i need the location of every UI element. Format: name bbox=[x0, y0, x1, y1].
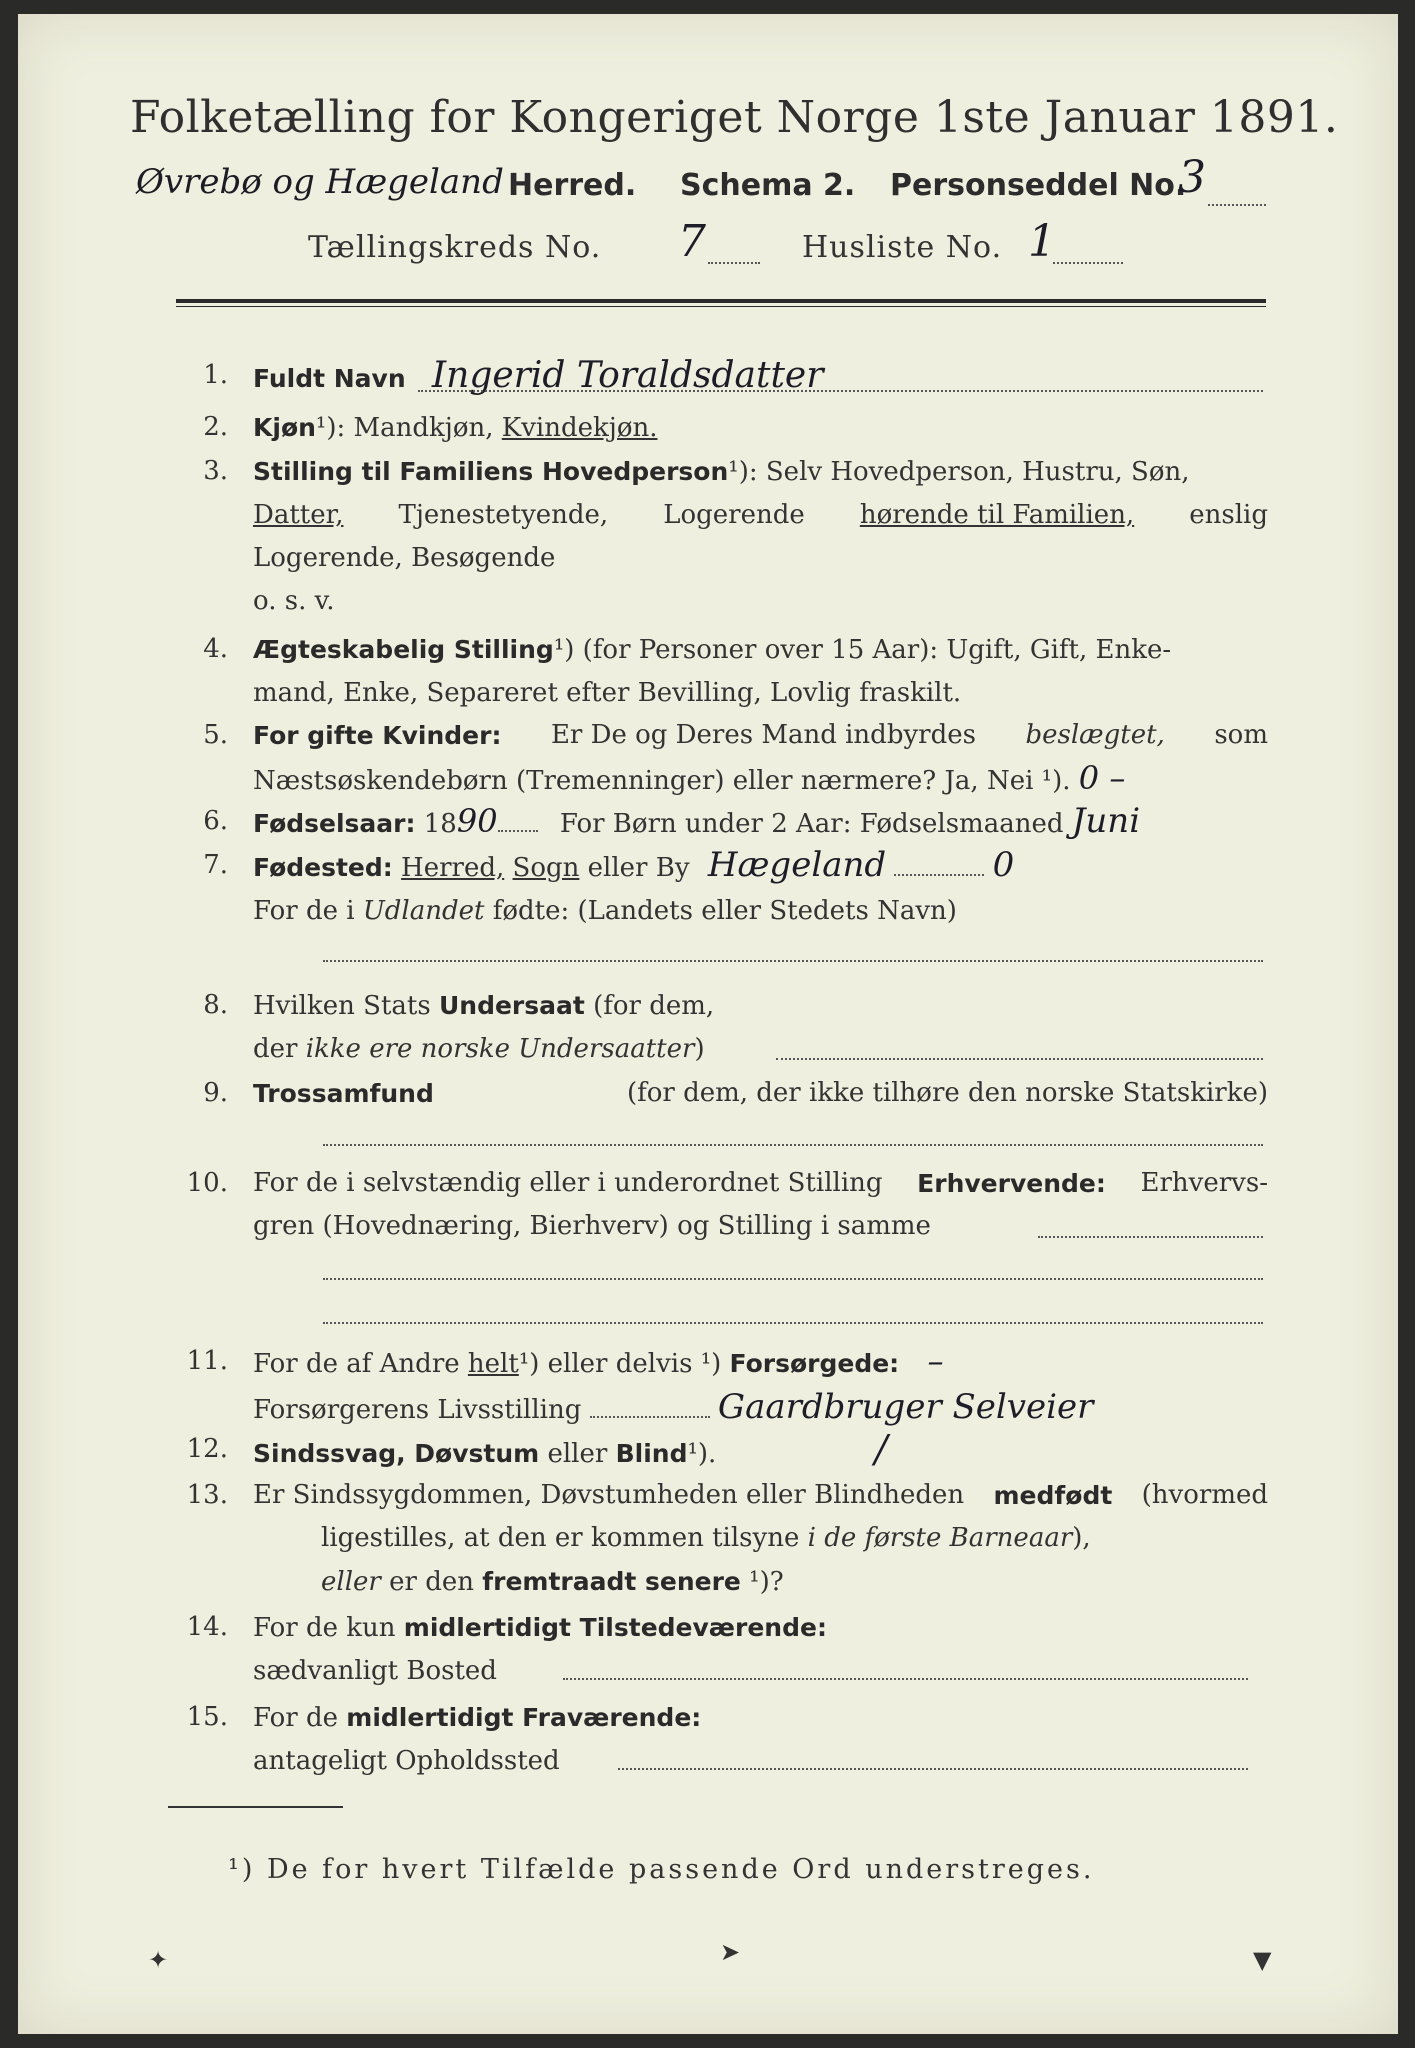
item-text: Logerende, Besøgende bbox=[253, 543, 556, 573]
item-label: Blind bbox=[615, 1439, 688, 1468]
item-text: (for dem, bbox=[593, 991, 715, 1021]
corner-mark-left: ✦ bbox=[148, 1946, 169, 1974]
disability-answer: / bbox=[874, 1427, 888, 1471]
item-number: 7. bbox=[203, 850, 228, 880]
item-label: Undersaat bbox=[438, 991, 585, 1020]
item-text: o. s. v. bbox=[253, 586, 335, 616]
item-text: Forsørgerens Livsstilling bbox=[253, 1395, 582, 1425]
item-text: ¹) eller delvis ¹) bbox=[518, 1349, 722, 1379]
item-10-dotline-b bbox=[323, 1278, 1263, 1280]
item-number: 3. bbox=[203, 456, 228, 486]
item-text: der bbox=[253, 1034, 298, 1064]
item-text: ikke ere norske Undersaatter bbox=[305, 1034, 695, 1064]
item-text: Næstsøskendebørn (Tremenninger) eller nærmere? Ja, Nei ¹). bbox=[253, 766, 1071, 796]
item-text: ¹) (for Personer over 15 Aar): Ugift, Gift, Enke- bbox=[553, 635, 1172, 665]
item-label: Erhvervende: bbox=[917, 1169, 1106, 1198]
item-number: 9. bbox=[203, 1078, 228, 1108]
herred-underlined: Herred, bbox=[401, 853, 505, 883]
item-number: 5. bbox=[203, 720, 228, 750]
item-label: fremtraadt senere bbox=[482, 1567, 741, 1596]
item-text: ): Mandkjøn, bbox=[326, 413, 494, 443]
item-text: i de første Barneaar bbox=[807, 1523, 1073, 1553]
birth-year-answer: 90 bbox=[456, 802, 498, 840]
header-rule-thin bbox=[176, 306, 1266, 307]
item-text: som bbox=[1214, 720, 1268, 750]
item-text: Udlandet bbox=[362, 896, 485, 926]
item-text: ¹): Selv Hovedperson, Hustru, Søn, bbox=[728, 457, 1190, 487]
header-rule-thick bbox=[176, 299, 1266, 303]
item-text: ¹). bbox=[687, 1439, 717, 1469]
footnote-rule bbox=[168, 1806, 343, 1808]
item-text: Logerende bbox=[663, 500, 805, 530]
husliste-dotline bbox=[1053, 262, 1123, 264]
item-text: For de i selvstændig eller i underordnet Stilling bbox=[253, 1168, 883, 1198]
item-label: medfødt bbox=[993, 1481, 1113, 1510]
item-number: 13. bbox=[186, 1480, 228, 1510]
kreds-dotline bbox=[708, 262, 760, 264]
birthplace-mark: 0 bbox=[992, 845, 1015, 885]
item-number: 11. bbox=[186, 1346, 228, 1376]
item-text: Tjenestetyende, bbox=[398, 500, 609, 530]
husliste-label: Husliste No. bbox=[802, 230, 1003, 265]
item-10-dotline-a bbox=[1038, 1236, 1263, 1238]
item-label: Trossamfund bbox=[253, 1079, 434, 1108]
footnote-ref: ¹ bbox=[315, 413, 327, 443]
item-number: 6. bbox=[203, 806, 228, 836]
item-7-dotline bbox=[323, 960, 1263, 962]
item-number: 1. bbox=[203, 360, 228, 390]
item-text: ), bbox=[1072, 1523, 1091, 1553]
item-text: mand, Enke, Separeret efter Bevilling, Lovlig fraskilt. bbox=[253, 678, 962, 708]
item-text: gren (Hovednæring, Bierhverv) og Stilling i samme bbox=[253, 1211, 931, 1241]
personseddel-number: 3 bbox=[1178, 152, 1206, 203]
item-text: eller bbox=[547, 1439, 608, 1469]
item-number: 14. bbox=[186, 1612, 228, 1642]
herred-handwritten: Øvrebø og Hægeland bbox=[136, 162, 504, 202]
item-label: Kjøn bbox=[253, 413, 316, 442]
schema-label: Schema 2. bbox=[680, 168, 856, 203]
item-8-dotline bbox=[776, 1058, 1263, 1060]
item-text: ) bbox=[694, 1034, 705, 1064]
form-title: Folketælling for Kongeriget Norge 1ste Januar 1891. bbox=[130, 92, 1339, 143]
item-text: er den bbox=[389, 1567, 474, 1597]
item-number: 12. bbox=[186, 1434, 228, 1464]
item-number: 2. bbox=[203, 412, 228, 442]
item-text: antageligt Opholdssted bbox=[253, 1746, 560, 1776]
horende-underlined: hørende til Familien, bbox=[859, 500, 1135, 530]
item-label: Stilling til Familiens Hovedperson bbox=[253, 457, 729, 486]
item-text: For Børn under 2 Aar: Fødselsmaaned bbox=[559, 809, 1064, 839]
item-text: For de kun bbox=[253, 1613, 396, 1643]
item-15-dotline bbox=[618, 1768, 1248, 1770]
item-text: Er Sindssygdommen, Døvstumheden eller Blindheden bbox=[253, 1480, 965, 1510]
husliste-number: 1 bbox=[1028, 216, 1056, 267]
kreds-label: Tællingskreds No. bbox=[308, 230, 602, 265]
item-9-dotline bbox=[323, 1144, 1263, 1146]
item-text: sædvanligt Bosted bbox=[253, 1656, 497, 1686]
item-text: For de af Andre bbox=[253, 1349, 460, 1379]
supported-answer: – bbox=[927, 1342, 944, 1380]
year-prefix: 18 bbox=[423, 809, 457, 839]
item-text: Hvilken Stats bbox=[253, 991, 431, 1021]
item-14-dotline bbox=[563, 1678, 1248, 1680]
item-text: For de bbox=[253, 1703, 338, 1733]
item-label: Forsørgede: bbox=[729, 1349, 900, 1378]
item-number: 15. bbox=[186, 1702, 228, 1732]
item-text: fødte: (Landets eller Stedets Navn) bbox=[492, 896, 957, 926]
footnote: ¹) De for hvert Tilfælde passende Ord understreges. bbox=[228, 1854, 1095, 1885]
dotline bbox=[894, 854, 984, 876]
item-number: 8. bbox=[203, 990, 228, 1020]
kinship-answer: 0 – bbox=[1078, 759, 1126, 797]
item-text: (for dem, der ikke tilhøre den norske Statskirke) bbox=[626, 1078, 1268, 1108]
item-text: eller By bbox=[587, 853, 690, 883]
dotline bbox=[590, 1396, 710, 1418]
sogn-underlined: Sogn bbox=[512, 853, 580, 883]
item-text: Erhvervs- bbox=[1140, 1168, 1268, 1198]
dotline bbox=[498, 810, 538, 832]
item-1-dotline bbox=[418, 390, 1263, 392]
datter-underlined: Datter, bbox=[253, 500, 344, 530]
personseddel-dotline bbox=[1208, 204, 1266, 206]
personseddel-label: Personseddel No. bbox=[890, 168, 1187, 203]
item-label: Fuldt Navn bbox=[253, 364, 406, 393]
item-text: (hvormed bbox=[1141, 1480, 1268, 1510]
birthplace-answer: Hægeland bbox=[707, 845, 887, 885]
helt-underlined: helt bbox=[467, 1349, 519, 1379]
item-number: 10. bbox=[186, 1168, 228, 1198]
item-label: Ægteskabelig Stilling bbox=[253, 635, 554, 664]
provider-occupation-answer: Gaardbruger Selveier bbox=[717, 1387, 1094, 1427]
item-label: Fødested: bbox=[253, 853, 393, 882]
item-10-dotline-c bbox=[323, 1322, 1263, 1324]
item-text: beslægtet, bbox=[1025, 720, 1165, 750]
item-text: ligestilles, at den er kommen tilsyne bbox=[321, 1523, 800, 1553]
item-text: ¹)? bbox=[749, 1567, 784, 1597]
herred-label: Herred. bbox=[508, 168, 637, 203]
item-text: eller bbox=[321, 1567, 381, 1597]
item-text: For de i bbox=[253, 896, 355, 926]
corner-mark-right: ▼ bbox=[1253, 1946, 1272, 1974]
item-label: midlertidigt Fraværende: bbox=[346, 1703, 702, 1732]
birth-month-answer: Juni bbox=[1071, 801, 1141, 841]
item-label: midlertidigt Tilstedeværende: bbox=[403, 1613, 827, 1642]
item-text: enslig bbox=[1189, 500, 1268, 530]
sex-answer-underlined: Kvindekjøn. bbox=[501, 413, 658, 443]
item-label: Fødselsaar: bbox=[253, 809, 416, 838]
item-label: For gifte Kvinder: bbox=[253, 721, 502, 750]
kreds-number: 7 bbox=[678, 216, 706, 267]
census-form-page bbox=[18, 14, 1398, 2034]
corner-mark-center: ➤ bbox=[720, 1938, 741, 1966]
name-answer: Ingerid Toraldsdatter bbox=[431, 355, 824, 396]
item-number: 4. bbox=[203, 634, 228, 664]
item-label: Sindssvag, Døvstum bbox=[253, 1439, 540, 1468]
item-text: Er De og Deres Mand indbyrdes bbox=[550, 720, 976, 750]
